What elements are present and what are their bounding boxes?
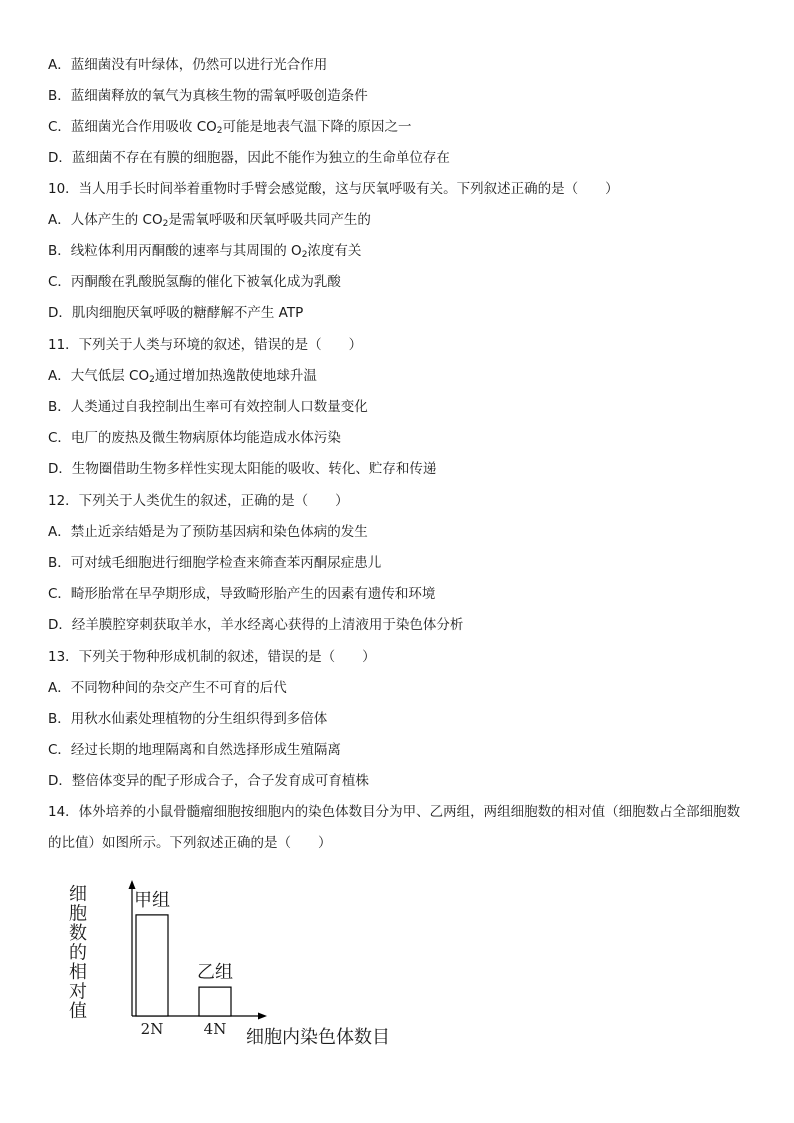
bar-4n [199,987,231,1016]
q12-option-b[interactable]: B．可对绒毛细胞进行细胞学检查来筛查苯丙酮尿症患儿 [48,555,382,571]
x-tick-label: 2N [140,1020,164,1038]
q12-option-a[interactable]: A．禁止近亲结婚是为了预防基因病和染色体病的发生 [48,524,368,540]
y-axis-label-char: 的 [69,942,87,964]
x-axis-label: 细胞内染色体数目 [246,1027,390,1048]
q10-option-a[interactable]: A．人体产生的 $CO_2$是需氧呼吸和厌氧呼吸共同产生的 [48,212,371,229]
x-tick-label: 4N [203,1020,227,1038]
y-axis-label-char: 值 [69,1001,87,1022]
y-axis-arrow [129,880,136,889]
bar-group-label: 乙组 [197,962,233,984]
q14-stem: 14．体外培养的小鼠骨髓瘤细胞按细胞内的染色体数目分为甲、乙两组，两组细胞数的相对值（细胞数占全部细胞数的比值）如图所示。下列叙述正确的是（ ） [48,804,741,851]
q11-option-d[interactable]: D．生物圈借助生物多样性实现太阳能的吸收、转化、贮存和传递 [48,461,437,477]
q13-option-d[interactable]: D．整倍体变异的配子形成合子，合子发育成可育植株 [48,773,369,789]
q12-option-c[interactable]: C．畸形胎常在早孕期形成，导致畸形胎产生的因素有遗传和环境 [48,586,436,602]
y-axis-label-char: 对 [69,981,87,1003]
bar-2n [136,915,168,1016]
x-axis-arrow [258,1013,267,1020]
q11-option-b[interactable]: B．人类通过自我控制出生率可有效控制人口数量变化 [48,399,368,415]
q13-option-c[interactable]: C．经过长期的地理隔离和自然选择形成生殖隔离 [48,742,341,758]
q10-stem: 10．当人用手长时间举着重物时手臂会感觉酸，这与厌氧呼吸有关。下列叙述正确的是（ ） [48,181,619,197]
q10-option-b[interactable]: B．线粒体利用丙酮酸的速率与其周围的 $O_2$浓度有关 [48,243,362,260]
q12-option-d[interactable]: D．经羊膜腔穿刺获取羊水，羊水经离心获得的上清液用于染色体分析 [48,617,464,633]
q13-stem: 13．下列关于物种形成机制的叙述，错误的是（ ） [48,649,376,665]
q13-option-a[interactable]: A．不同物种间的杂交产生不可育的后代 [48,680,287,696]
q13-option-b[interactable]: B．用秋水仙素处理植物的分生组织得到多倍体 [48,711,328,727]
q10-option-c[interactable]: C．丙酮酸在乳酸脱氢酶的催化下被氧化成为乳酸 [48,274,341,290]
q9-option-c[interactable]: C．蓝细菌光合作用吸收 $CO_2$可能是地表气温下降的原因之一 [48,119,412,136]
y-axis-label-char: 相 [69,962,87,983]
y-axis-label-char: 胞 [69,903,87,925]
q9-option-b[interactable]: B．蓝细菌释放的氧气为真核生物的需氧呼吸创造条件 [48,88,368,104]
q11-stem: 11．下列关于人类与环境的叙述，错误的是（ ） [48,337,363,353]
q11-option-c[interactable]: C．电厂的废热及微生物病原体均能造成水体污染 [48,430,341,446]
q9-option-d[interactable]: D．蓝细菌不存在有膜的细胞器，因此不能作为独立的生命单位存在 [48,150,450,166]
q12-stem: 12．下列关于人类优生的叙述，正确的是（ ） [48,493,349,509]
y-axis-label-char: 细 [69,884,87,905]
q11-option-a[interactable]: A．大气低层 $CO_2$通过增加热逸散使地球升温 [48,368,317,385]
bar-group-label: 甲组 [134,889,170,911]
chromosome-bar-chart [60,876,460,1056]
y-axis-label-char: 数 [69,923,87,944]
q10-option-d[interactable]: D．肌肉细胞厌氧呼吸的糖酵解不产生 ATP [48,305,304,321]
y-label-group [69,884,87,1022]
q9-option-a[interactable]: A．蓝细菌没有叶绿体，仍然可以进行光合作用 [48,57,328,73]
